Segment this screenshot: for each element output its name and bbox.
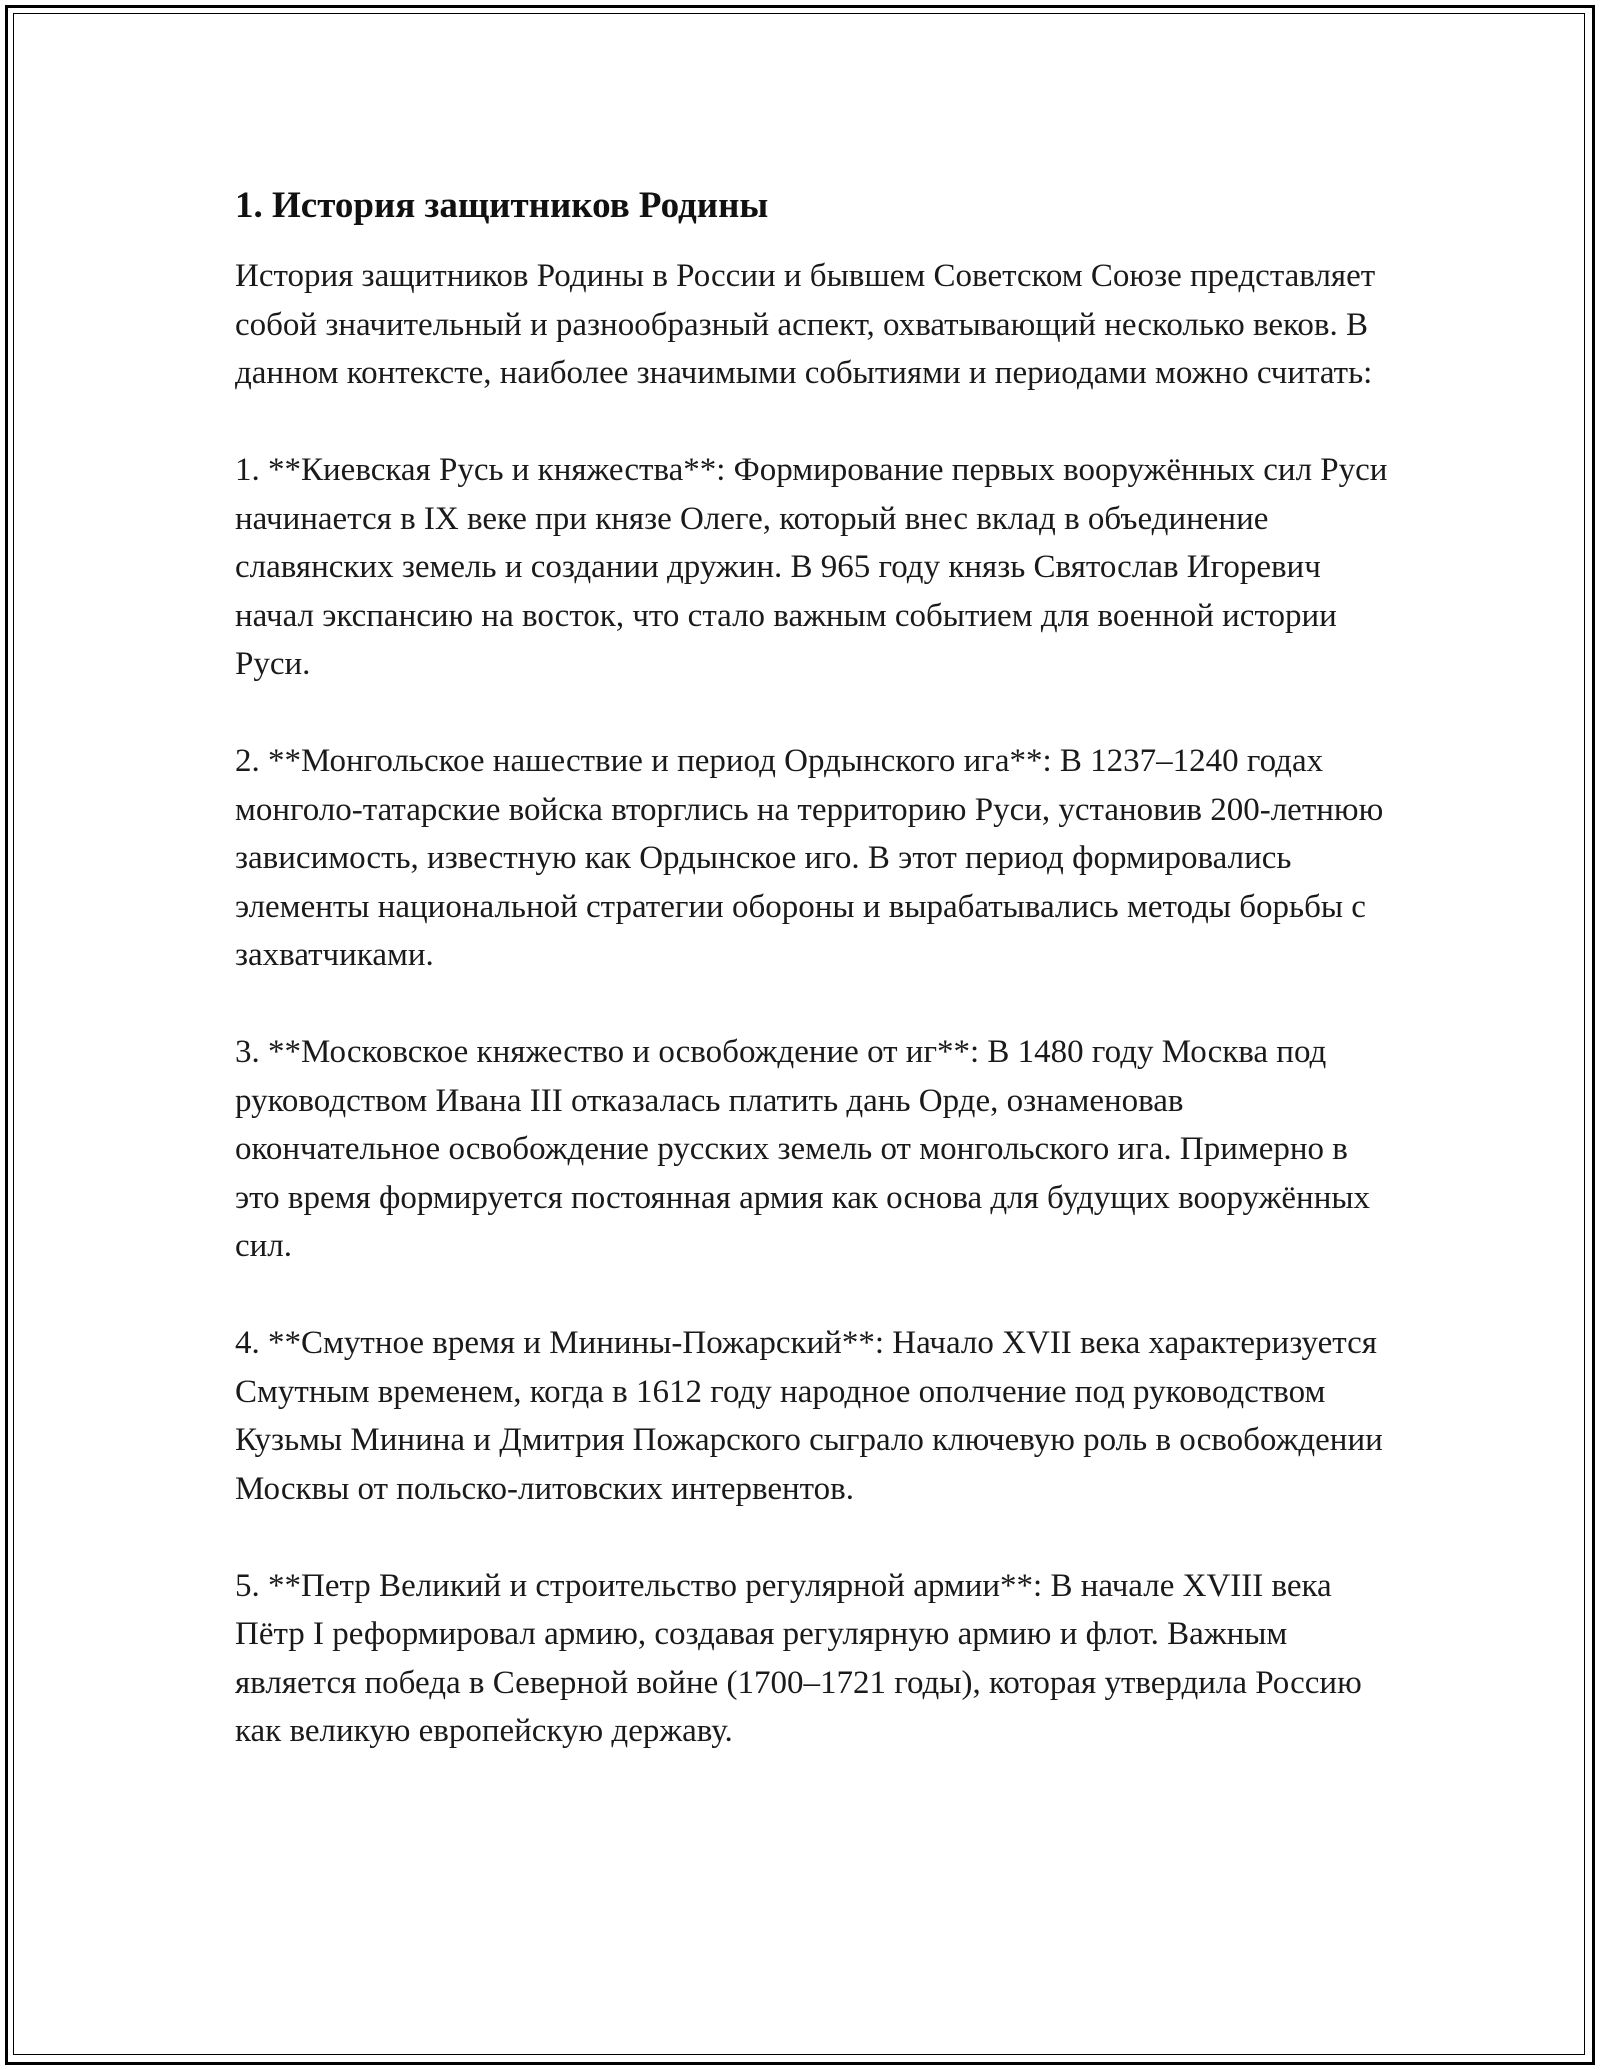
section-heading: 1. История защитников Родины bbox=[235, 185, 769, 226]
list-item-mongol-invasion: 2. **Монгольское нашествие и период Ордынского ига**: В 1237–1240 годах монголо-татарские войска вторглись на территорию Руси, установив 200-летнюю зависимость, известную как Ордынское иго. В этот период формировались элементы национальной стратегии обороны и вырабатывались методы борьбы с захватчиками. bbox=[235, 743, 1384, 973]
list-item-peter-the-great: 5. **Петр Великий и строительство регулярной армии**: В начале XVIII века Пётр I реформировал армию, создавая регулярную армию и флот. Важным является победа в Северной войне (1700–1721 годы), которая утвердила Россию как великую европейскую державу. bbox=[235, 1567, 1362, 1749]
list-item-time-of-troubles: 4. **Смутное время и Минины-Пожарский**: Начало XVII века характеризуется Смутным временем, когда в 1612 году народное ополчение под руководством Кузьмы Минина и Дмитрия Пожарского сыграло ключевую роль в освобождении Москвы от польско-литовских интервентов. bbox=[235, 1325, 1383, 1507]
document-body bbox=[235, 180, 1395, 1804]
list-item-kievan-rus: 1. **Киевская Русь и княжества**: Формирование первых вооружённых сил Руси начинается в IX веке при князе Олеге, который внес вклад в объединение славянских земель и создании дружин. В 965 году князь Святослав Игоревич начал экспансию на восток, что стало важным событием для военной истории Руси. bbox=[235, 452, 1388, 682]
list-item-moscow-principality: 3. **Московское княжество и освобождение от иг**: В 1480 году Москва под руководством Ивана III отказалась платить дань Орде, ознаменовав окончательное освобождение русских земель от монгольского ига. Примерно в это время формируется постоянная армия как основа для будущих вооружённых сил. bbox=[235, 1034, 1371, 1264]
intro-paragraph: История защитников Родины в России и бывшем Советском Союзе представляет собой значительный и разнообразный аспект, охватывающий несколько веков. В данном контексте, наиболее значимыми событиями и периодами можно считать: bbox=[235, 258, 1376, 391]
